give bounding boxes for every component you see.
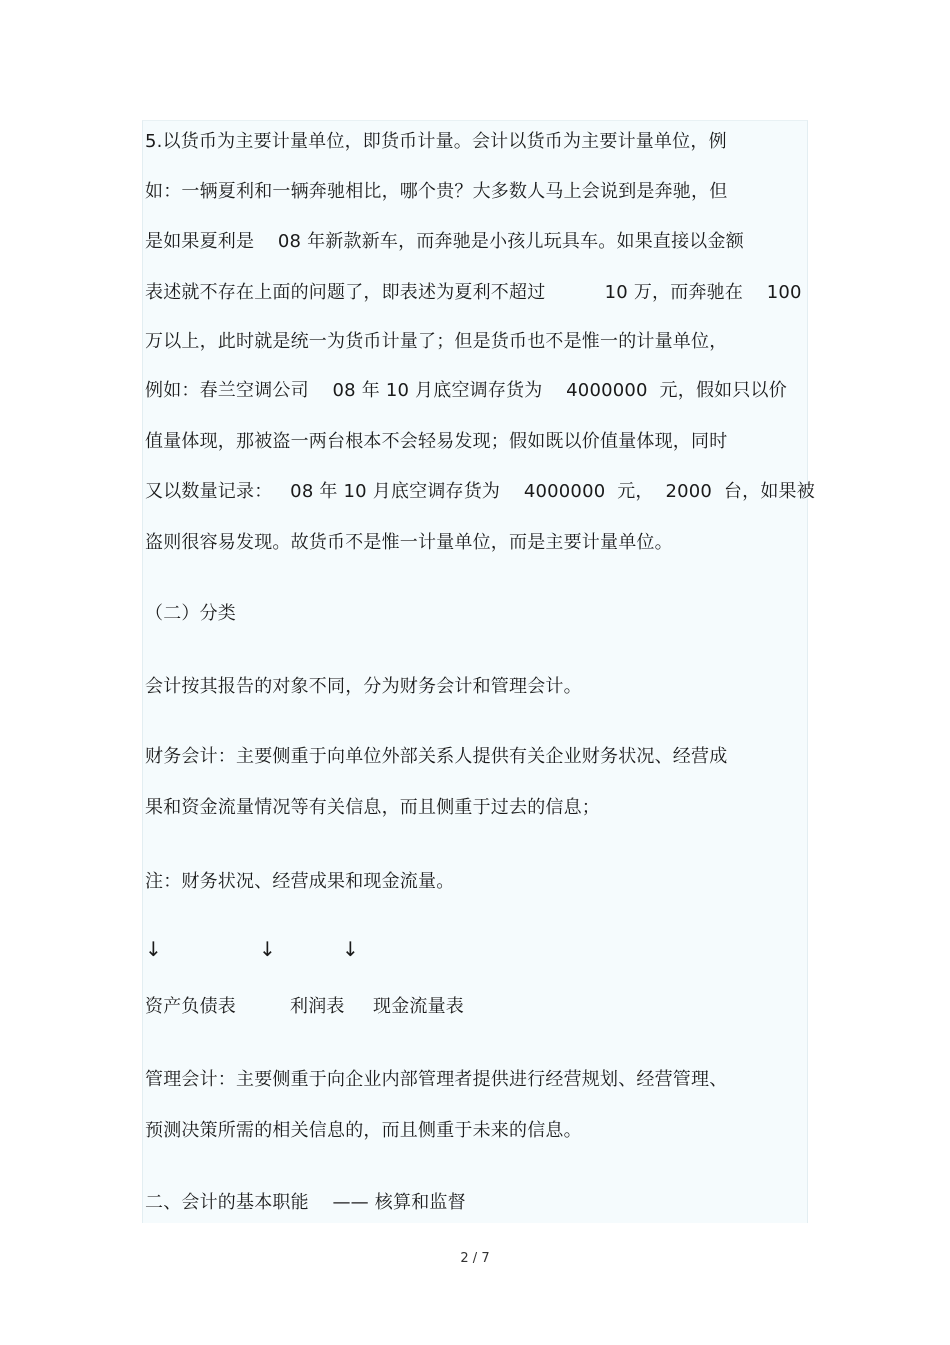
- page-number: 2 / 7: [460, 1251, 490, 1266]
- paragraph-line: 表述就不存在上面的问题了，即表述为夏利不超过 10 万，而奔驰在 100: [145, 282, 802, 303]
- down-arrow-icon: ↓: [259, 937, 276, 961]
- down-arrow-icon: ↓: [145, 937, 162, 961]
- financial-accounting-line: 财务会计：主要侧重于向单位外部关系人提供有关企业财务状况、经营成: [145, 746, 728, 767]
- paragraph-line: 盗则很容易发现。故货币不是惟一计量单位，而是主要计量单位。: [145, 532, 673, 553]
- paragraph-line: 是如果夏利是 08 年新款新车，而奔驰是小孩儿玩具车。如果直接以金额: [145, 231, 744, 252]
- balance-sheet-label: 资产负债表: [145, 996, 236, 1017]
- paragraph-line: 5.以货币为主要计量单位，即货币计量。会计以货币为主要计量单位，例: [145, 131, 727, 152]
- management-accounting-line: 预测决策所需的相关信息的，而且侧重于未来的信息。: [145, 1120, 582, 1141]
- paragraph-line: 值量体现，那被盗一两台根本不会轻易发现；假如既以价值量体现，同时: [145, 431, 728, 452]
- note-line: 注：财务状况、经营成果和现金流量。: [145, 871, 455, 892]
- management-accounting-line: 管理会计：主要侧重于向企业内部管理者提供进行经营规划、经营管理、: [145, 1069, 728, 1090]
- paragraph-line: 如：一辆夏利和一辆奔驰相比，哪个贵？大多数人马上会说到是奔驰，但: [145, 181, 728, 202]
- classification-intro: 会计按其报告的对象不同，分为财务会计和管理会计。: [145, 676, 582, 697]
- paragraph-line: 万以上，此时就是统一为货币计量了；但是货币也不是惟一的计量单位，: [145, 331, 728, 352]
- paragraph-line: 又以数量记录： 08 年 10 月底空调存货为 4000000 元， 2000 台，如果被: [145, 481, 815, 502]
- cash-flow-statement-label: 现金流量表: [373, 996, 464, 1017]
- paragraph-line: 例如：春兰空调公司 08 年 10 月底空调存货为 4000000 元，假如只以价: [145, 380, 787, 401]
- chapter-heading: 二、会计的基本职能 —— 核算和监督: [145, 1192, 466, 1213]
- financial-accounting-line: 果和资金流量情况等有关信息，而且侧重于过去的信息；: [145, 797, 600, 818]
- section-heading: （二）分类: [145, 603, 236, 624]
- income-statement-label: 利润表: [290, 996, 345, 1017]
- down-arrow-icon: ↓: [342, 937, 359, 961]
